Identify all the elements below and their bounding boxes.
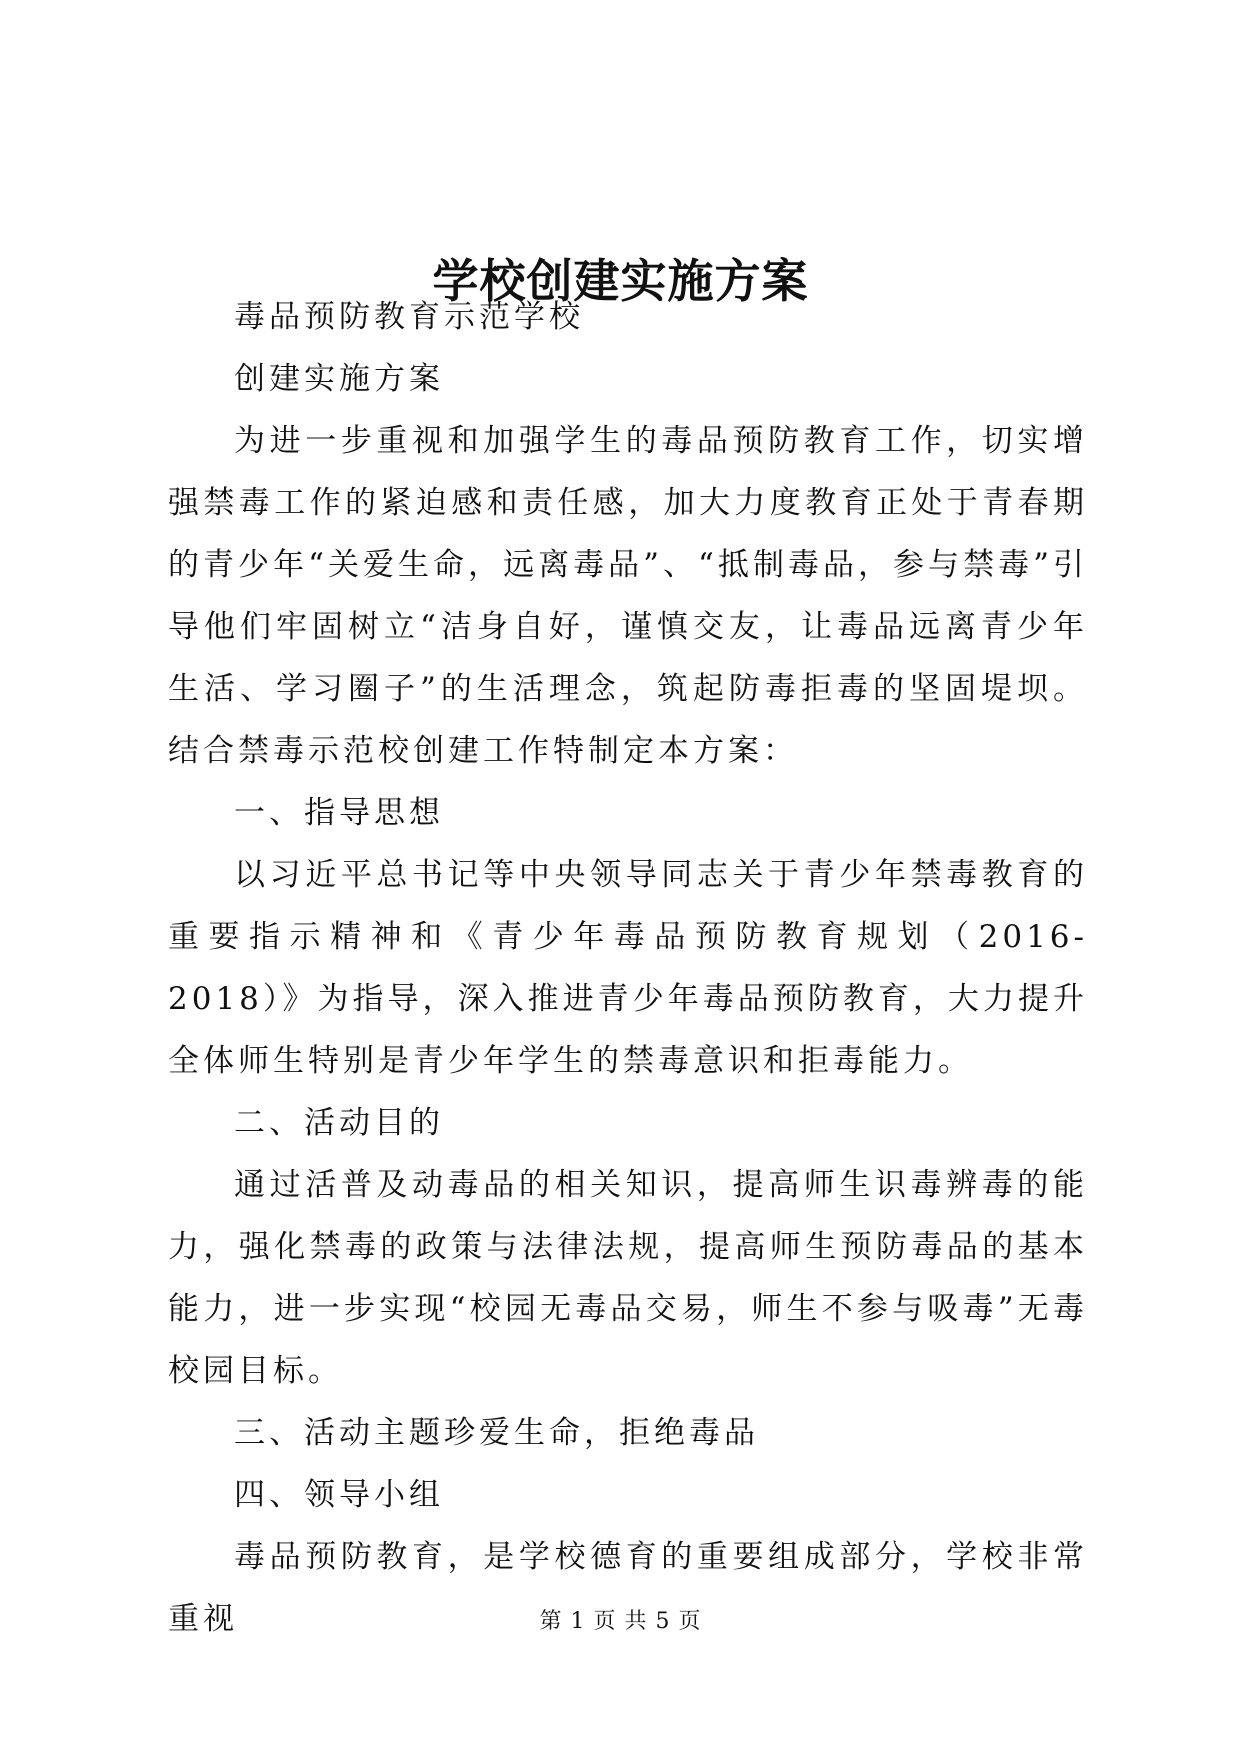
paragraph-guiding-ideology: 以习近平总书记等中央领导同志关于青少年禁毒教育的重要指示精神和《青少年毒品预防教育规划（2016-2018）》为指导，深入推进青少年毒品预防教育，大力提升全体师生特别是青少年学生的禁毒意识和拒毒能力。 (168, 857, 1088, 1079)
paragraph-activity-purpose: 通过活普及动毒品的相关知识，提高师生识毒辨毒的能力，强化禁毒的政策与法律法规，提高师生预防毒品的基本能力，进一步实现“校园无毒品交易，师生不参与吸毒”无毒校园目标。 (168, 1167, 1088, 1389)
heading-activity-purpose: 二、活动目的 (234, 1105, 444, 1141)
heading-activity-theme: 三、活动主题珍爱生命，拒绝毒品 (234, 1415, 759, 1451)
paragraph-subtitle-2: 创建实施方案 (234, 361, 444, 397)
heading-leadership-group: 四、领导小组 (234, 1477, 444, 1513)
document-body (168, 286, 1088, 1650)
heading-guiding-ideology: 一、指导思想 (234, 795, 444, 831)
paragraph-intro: 为进一步重视和加强学生的毒品预防教育工作，切实增强禁毒工作的紧迫感和责任感，加大力度教育正处于青春期的青少年“关爱生命，远离毒品”、“抵制毒品，参与禁毒”引导他们牢固树立“洁身自好，谨慎交友，让毒品远离青少年生活、学习圈子”的生活理念，筑起防毒拒毒的坚固堤坝。结合禁毒示范校创建工作特制定本方案： (168, 423, 1088, 769)
paragraph-leadership-group: 毒品预防教育，是学校德育的重要组成部分，学校非常重视 (168, 1539, 1088, 1637)
page-footer: 第 1 页 共 5 页 (539, 1609, 702, 1634)
document-title: 学校创建实施方案 (432, 253, 809, 308)
paragraph-subtitle-1: 毒品预防教育示范学校 (234, 299, 584, 335)
